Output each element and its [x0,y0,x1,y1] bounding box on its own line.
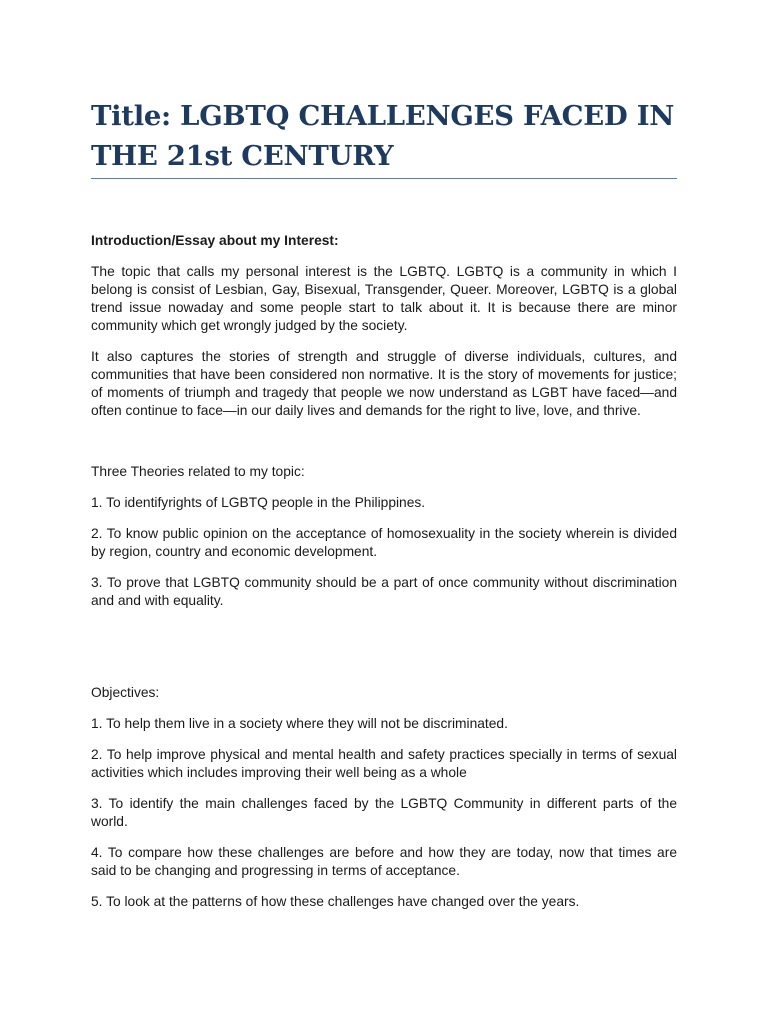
document-content [91,96,677,911]
title-line-2: THE 21st CENTURY [91,140,394,172]
theory-item: 2. To know public opinion on the acceptance of homosexuality in the society wherein is divided by region, country and economic development. [91,526,677,559]
title-underline-divider [91,178,677,179]
intro-heading: Introduction/Essay about my Interest: [91,233,339,248]
document-title [91,96,677,178]
theories-heading: Three Theories related to my topic: [91,464,305,479]
theory-item: 1. To identifyrights of LGBTQ people in the Philippines. [91,495,426,510]
objective-item: 2. To help improve physical and mental health and safety practices specially in terms of sexual activities which includes improving their well being as a whole [91,747,677,780]
objective-item: 4. To compare how these challenges are before and how they are today, now that times are said to be changing and progressing in terms of acceptance. [91,845,677,878]
objective-item: 1. To help them live in a society where they will not be discriminated. [91,716,508,731]
objective-item: 3. To identify the main challenges faced by the LGBTQ Community in different parts of the world. [91,796,677,829]
intro-paragraph: It also captures the stories of strength and struggle of diverse individuals, cultures, and communities that have been considered non normative. It is the story of movements for justice; of moments of triumph and tragedy that people we now understand as LGBT have faced—and often continue to face—in our daily lives and demands for the right to live, love, and thrive. [91,349,677,418]
objectives-heading: Objectives: [91,685,160,700]
objective-item: 5. To look at the patterns of how these challenges have changed over the years. [91,894,580,909]
intro-paragraph: The topic that calls my personal interest is the LGBTQ. LGBTQ is a community in which I belong is consist of Lesbian, Gay, Bisexual, Transgender, Queer. Moreover, LGBTQ is a global trend issue nowaday and some people start to talk about it. It is because there are minor community which get wrongly judged by the society. [91,264,677,333]
title-line-1: Title: LGBTQ CHALLENGES FACED IN [91,100,675,132]
theory-item: 3. To prove that LGBTQ community should be a part of once community without discrimination and and with equality. [91,575,677,608]
